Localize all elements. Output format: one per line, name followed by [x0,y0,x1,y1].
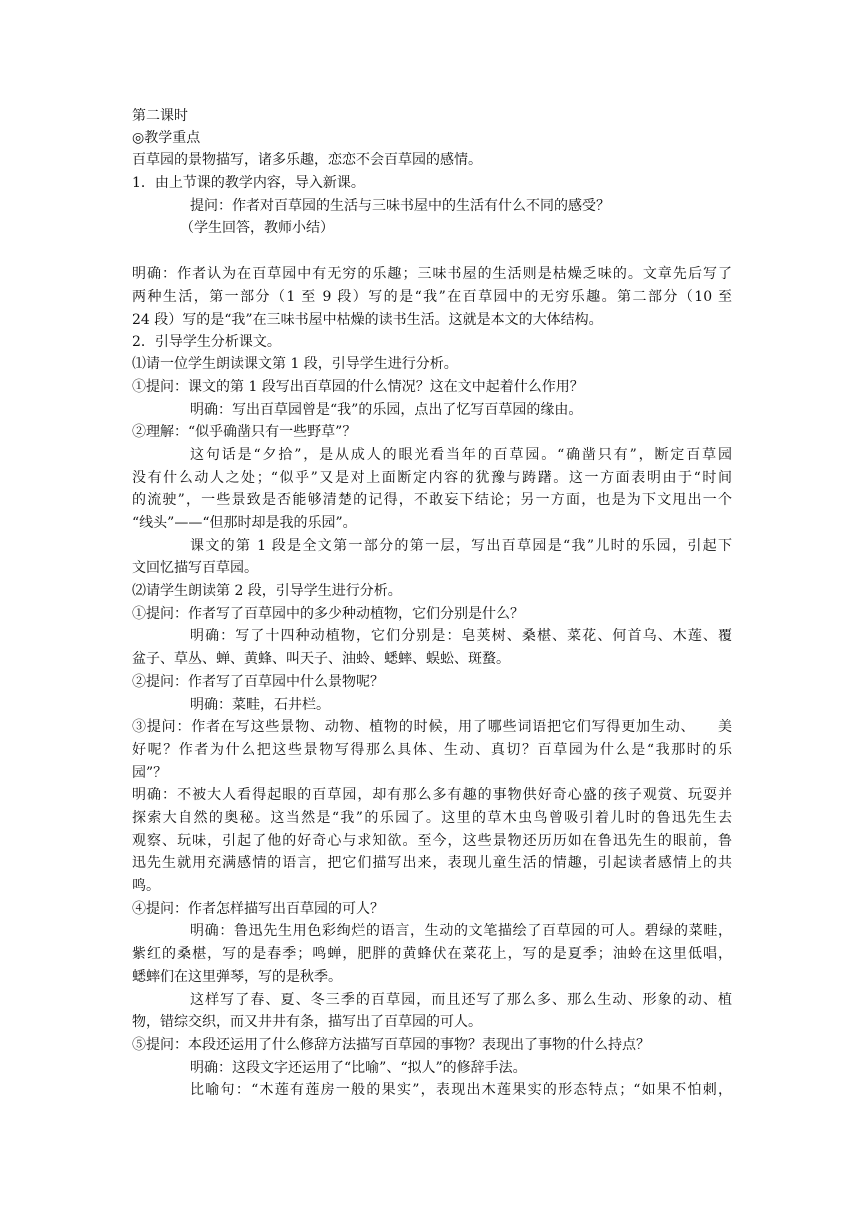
paragraph-line: 物，错综交织，而又井井有条，描写出了百草园的可人。 [132,1014,482,1030]
question-line: 提问：作者对百草园的生活与三味书屋中的生活有什么不同的感受？ [190,198,610,214]
question-line: 好呢？作者为什么把这些景物写得那么具体、生动、真切？百草园为什么是“我那时的乐 [132,742,732,758]
answer-line: 盆子、草丛、蝉、黄蜂、叫天子、油蛉、蟋蟀、蜈蚣、斑蝥。 [132,651,510,667]
paragraph-line: “线头”——“但那时却是我的乐园”。 [132,515,357,531]
question-line: ②提问：作者写了百草园中什么景物呢？ [132,674,384,690]
paragraph-line: 两种生活，第一部分（1 至 9 段）写的是“我”在百草园中的无穷乐趣。第二部分（10 至 [132,289,732,305]
paragraph-line: 文回忆描写百草园。 [132,560,258,576]
numbered-step: 1．由上节课的教学内容，导入新课。 [132,175,365,191]
question-line: ③提问：作者在写这些景物、动物、植物的时候，用了哪些词语把它们写得更加生动、 美 [132,719,732,735]
question-line: 园”？ [132,765,168,781]
question-line: ④提问：作者怎样描写出百草园的可人？ [132,901,384,917]
sub-step: ⑵请学生朗读第 2 段，引导学生进行分析。 [132,583,402,599]
paragraph-line: 24 段）写的是“我”在三味书屋中枯燥的读书生活。这就是本文的大体结构。 [132,312,603,328]
paragraph-line: 鸣。 [132,878,160,894]
paragraph-line: 迅先生就用充满感情的语言，把它们描写出来，表现儿童生活的情趣，引起读者感情上的共 [132,855,732,871]
answer-line: 明确：写出百草园曾是“我”的乐园，点出了忆写百草园的缘由。 [190,402,583,418]
answer-line: 明确：写了十四种动植物，它们分别是：皂荚树、桑椹、菜花、何首乌、木莲、覆 [190,628,732,644]
answer-line: 明确：鲁迅先生用色彩绚烂的语言，生动的文笔描绘了百草园的可人。碧绿的菜畦， [190,923,732,939]
question-line: ①提问：作者写了百草园中的多少种动植物，它们分别是什么？ [132,606,524,622]
paragraph-line: 明确：作者认为在百草园中有无穷的乐趣；三味书屋的生活则是枯燥乏味的。文章先后写了 [132,266,732,282]
paragraph-line: 探索大自然的奥秘。这当然是“我”的乐园了。这里的草木虫鸟曾吸引着儿时的鲁迅先生去 [132,810,732,826]
heading-teaching-focus: ◎教学重点 [132,130,201,146]
question-line: ①提问：课文的第 1 段写出百草园的什么情况？这在文中起着什么作用？ [132,379,584,395]
paragraph-line: 百草园的景物描写，诸多乐趣，恋恋不会百草园的感情。 [132,152,482,168]
sub-step: ⑴请一位学生朗读课文第 1 段，引导学生进行分析。 [132,356,458,372]
question-line: ⑤提问：本段还运用了什么修辞方法描写百草园的事物？表现出了事物的什么持点？ [132,1037,650,1053]
answer-line: 明确：菜畦，石井栏。 [190,697,330,713]
paragraph-line: 观察、玩味，引起了他的好奇心与求知欲。至今，这些景物还历历如在鲁迅先生的眼前，鲁 [132,833,732,849]
paragraph-line: 明确：不被大人看得起眼的百草园，却有那么多有趣的事物供好奇心盛的孩子观赏、玩耍并 [132,787,732,803]
note-line: （学生回答，教师小结） [180,220,334,236]
section-title: 第二课时 [132,108,188,124]
paragraph-line: 这样写了春、夏、冬三季的百草园，而且还写了那么多、那么生动、形象的动、植 [190,992,732,1008]
paragraph-line: 没有什么动人之处；“似乎”又是对上面断定内容的犹豫与踌躇。这一方面表明由于“时间 [132,470,732,486]
paragraph-line: 的流驶”，一些景致是否能够清楚的记得，不敢妄下结论；另一方面，也是为下文甩出一个 [132,492,732,508]
question-line: ②理解：“似乎确凿只有一些野草”？ [132,424,357,440]
paragraph-line: 这句话是“夕拾”，是从成人的眼光看当年的百草园。“确凿只有”，断定百草园 [190,447,732,463]
paragraph-line: 紫红的桑椹，写的是春季；鸣蝉，肥胖的黄蜂伏在菜花上，写的是夏季；油蛉在这里低唱， [132,946,732,962]
paragraph-line: 课文的第 1 段是全文第一部分的第一层，写出百草园是“我”儿时的乐园，引起下 [190,538,732,554]
numbered-step: 2．引导学生分析课文。 [132,334,281,350]
answer-line: 明确：这段文字还运用了“比喻”、“拟人”的修辞手法。 [190,1060,527,1076]
paragraph-line: 比喻句：“木莲有莲房一般的果实”，表现出木莲果实的形态特点；“如果不怕刺， [190,1082,732,1098]
paragraph-line: 蟋蟀们在这里弹琴，写的是秋季。 [132,969,342,985]
